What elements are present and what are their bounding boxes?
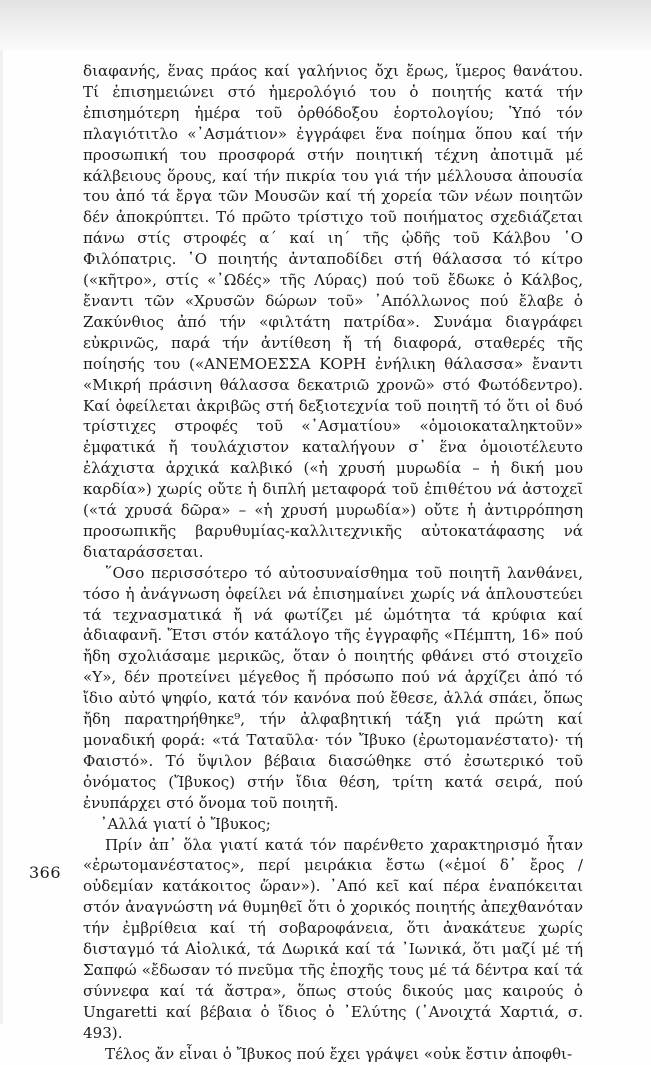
scan-top-shadow (0, 0, 651, 50)
page-number: 366 (29, 863, 62, 882)
paragraph: ῞Οσο περισσότερο τό αὐτοσυναίσθημα τοῦ ποιητῆ λανθάνει, τόσο ἡ ἀνάγνωση ὀφείλει νά ἐπισημαίνει χωρίς νά ἁπλουστεύει τά τεχνασματικά ἤ νά φωτίζει μέ ὠμότητα τά κρύφια καί ἀδιαφανῆ. Ἔτσι στόν κατάλογο τῆς ἐγγραφῆς «Πέμπτη, 16» πού ἤδη σχολιάσαμε μερικῶς, ὅταν ὁ ποιητής φθάνει στό στοιχεῖο «Y», δέν προτείνει μέγεθος ἤ πρόσωπο πού νά ἀρχίζει ἀπό τό ἴδιο αὐτό ψηφίο, κατά τόν κανόνα πού ἔθεσε, ἀλλά σπάει, ὅπως ἤδη παρατηρήθηκε⁹, τήν ἀλφαβητική τάξη γιά πρώτη καί μοναδική φορά: «τά Ταταῦλα· τόν Ἴβυκο (ἐρωτομανέστατο)· τή Φαιστό». Τό ὕψιλον βέβαια διασώθηκε στό ἐσωτερικό τοῦ ὀνόματος (Ἴβυκος) στήν ἴδια θέση, τρίτη κατά σειρά, πού ἐνυπάρχει στό ὄνομα τοῦ ποιητῆ. (83, 563, 583, 812)
paragraph: Τέλος ἄν εἶναι ὁ Ἴβυκος πού ἔχει γράψει «οὐκ ἔστιν ἀποφθι- (105, 1044, 573, 1063)
body-text (83, 61, 583, 1065)
scan-left-edge (0, 50, 3, 1024)
paragraph: Πρίν ἀπ᾿ ὅλα γιατί κατά τόν παρένθετο χαρακτηρισμό ἦταν «ἐρωτομανέστατος», περί μειράκια ἔστω («ἐμοί δ᾿ ἔρος / οὐδεμίαν κατάκοιτος ὥραν»). ᾿Από κεῖ καί πέρα ἐναπόκειται στόν ἀναγνώστη νά θυμηθεῖ ὅτι ὁ χορικός ποιητής ἀπεχθανόταν τήν ἐμβρίθεια καί τή σοβαροφάνεια, ὅτι ἀνακάτευε χωρίς δισταγμό τά Αἰολικά, τά Δωρικά καί τά ᾿Ιωνικά, ὅτι μαζί μέ τή Σαπφώ «ἔδωσαν τό πνεῦμα τῆς ἐποχῆς τους μέ τά δέντρα καί τά σύννεφα καί τά ἄστρα», ὅπως στούς δικούς μας καιρούς ὁ Ungaretti καί βέβαια ὁ ἴδιος ὁ ᾿Ελύτης (᾿Ανοιχτά Χαρτιά, σ. 493). (83, 835, 583, 1042)
paragraph: διαφανής, ἕνας πράος καί γαλήνιος ὄχι ἔρως, ἵμερος θανάτου. Τί ἐπισημειώνει στό ἡμερολόγιό του ὁ ποιητής κατά τήν ἐπισημότερη ἡμέρα τοῦ ὀρθόδοξου ἑορτολογίου; Ὑπό τόν πλαγιότιτλο «᾿Ασμάτιον» ἐγγράφει ἕνα ποίημα ὅπου καί τήν προσωπική του προσφορά στήν ποιητική τέχνη ἀποτιμᾶ μέ κάλβειους ὅρους, καί τήν πικρία του γιά τήν μέλλουσα ἀπουσία του ἀπό τά ἔργα τῶν Μουσῶν καί τή χορεία τῶν νέων ποιητῶν δέν ἀποκρύπτει. Τό πρῶτο τρίστιχο τοῦ ποιήματος σχεδιάζεται πάνω στίς στροφές α΄ καί ιη΄ τῆς ᾠδῆς τοῦ Κάλβου ῾Ο Φιλόπατρις. ῾Ο ποιητής ἀνταποδίδει στή θάλασσα τό κίτρο («κῆτρο», στίς «᾿Ωδές» τῆς Λύρας) πού τοῦ ἔδωκε ὁ Κάλβος, ἔναντι τῶν «Χρυσῶν δώρων τοῦ» ᾿Απόλλωνος πού ἔλαβε ὁ Ζακύνθιος ἀπό τήν «φιλτάτη πατρίδα». Συνάμα διαγράφει εὐκρινῶς, παρά τήν ἀντίθεση ἤ τή διαφορά, σταθερές τῆς ποίησής του («ΑΝΕΜΟΕΣΣΑ ΚΟΡΗ ἐνήλικη θάλασσα» ἔναντι «Μικρή πράσινη θάλασσα δεκατριῶ χρονῶ» στό Φωτόδεντρο). Καί ὀφείλεται ἀκριβῶς στή δεξιοτεχνία τοῦ ποιητῆ τό ὅτι οἱ δυό τρίστιχες στροφές τοῦ «᾿Ασματίου» «ὁμοιοκαταληκτοῦν» ἐμφατικά ἤ τουλάχιστον καταλήγουν σ᾿ ἕνα ὁμοιοτέλευτο ἐλάχιστα ἀρχικά καλβικό («ἡ χρυσή μυρωδία – ἡ δική μου καρδία») χωρίς οὔτε ἡ διπλή μεταφορά τοῦ ἐπιθέτου νά ἀστοχεῖ («τά χρυσά δῶρα» – «ἡ χρυσή μυρωδία») οὔτε ἡ ἀντιρρόπηση προσωπικῆς βαρυθυμίας-καλλιτεχνικῆς αὐτοκατάφασης νά διαταράσσεται. (83, 62, 583, 561)
paragraph: ᾿Αλλά γιατί ὁ Ἴβυκος; (100, 814, 271, 833)
